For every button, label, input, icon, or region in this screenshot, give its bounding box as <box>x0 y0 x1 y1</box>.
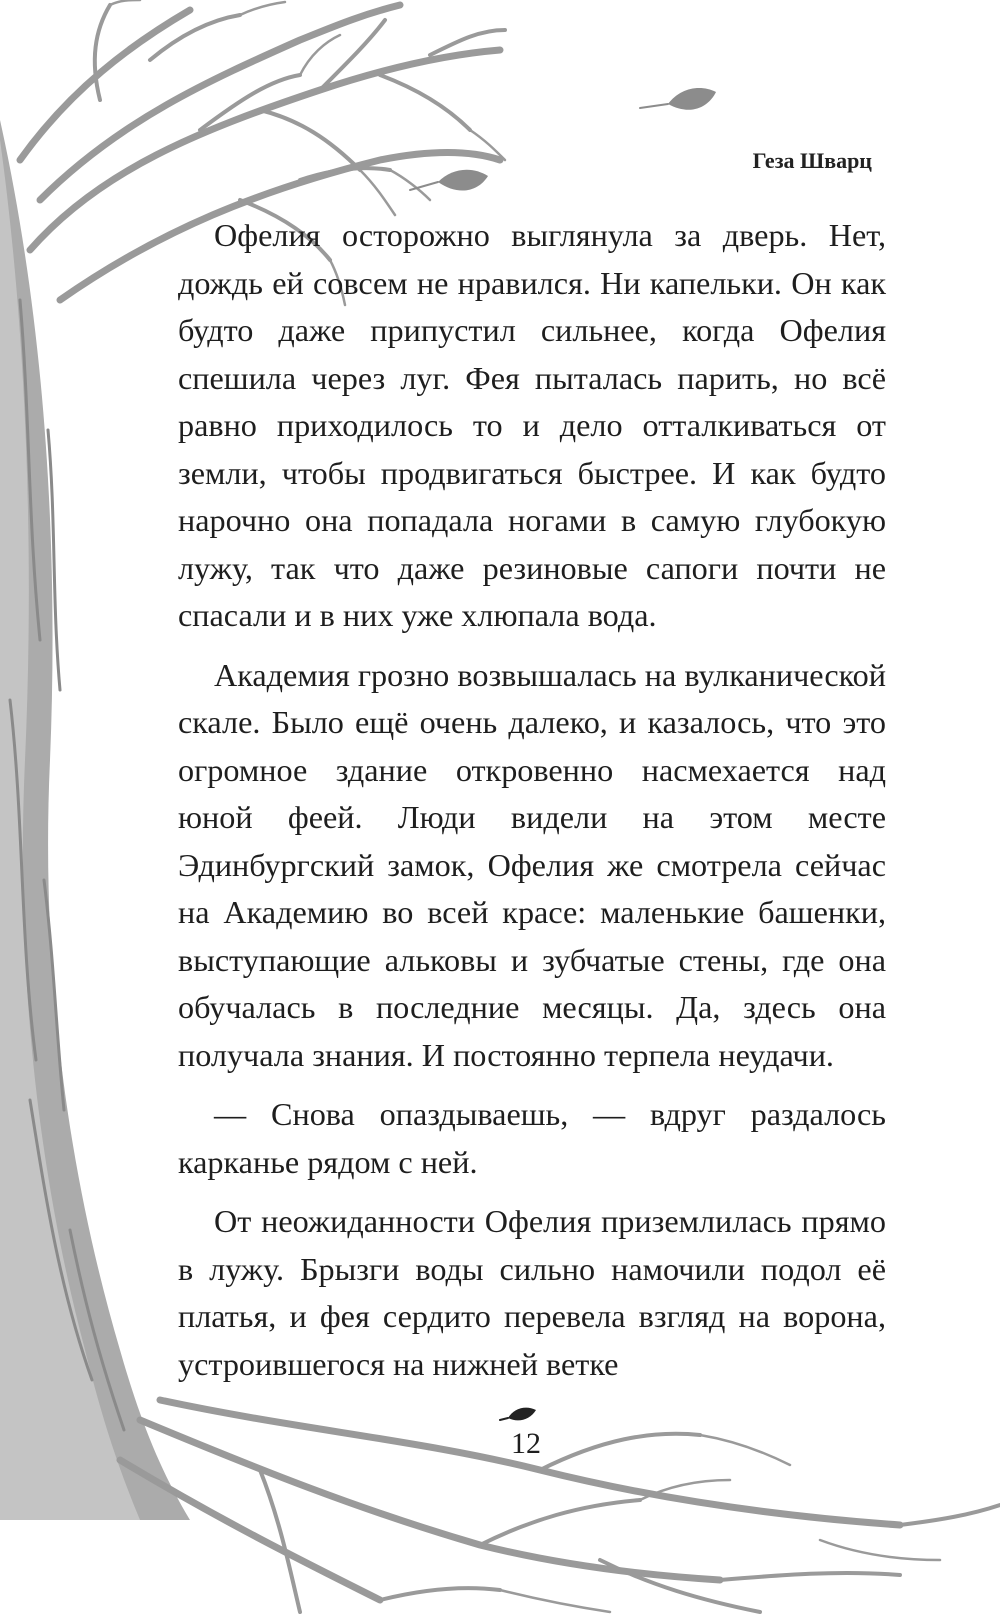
paragraph: — Снова опаздываешь, — вдруг раздалось карканье рядом с ней. <box>178 1096 886 1180</box>
falling-leaf-icon <box>410 170 488 191</box>
page-body <box>178 212 886 1400</box>
page-footer <box>490 1425 562 1461</box>
leaf-ornament-icon <box>500 1408 536 1421</box>
falling-leaf-icon <box>640 88 716 110</box>
paragraph: Академия грозно возвышалась на вулканической скале. Было ещё очень далеко, и казалось, что это огромное здание откровенно насмехается над юной феей. Люди видели на этом месте Эдинбургский замок, Офелия же смотрела сейчас на Академию во всей красе: маленькие башенки, выступающие альковы и зубчатые стены, где она обучалась в последние месяцы. Да, здесь она получала знания. И постоянно терпела неудачи. <box>178 656 886 1073</box>
page-number: 12 <box>511 1427 541 1460</box>
paragraph: От неожиданности Офелия приземлилась прямо в лужу. Брызги воды сильно намочили подол её платья, и фея сердито перевела взгляд на ворона, устроившегося на нижней ветке <box>178 1203 886 1382</box>
running-head: Геза Шварц <box>752 148 872 173</box>
paragraph: Офелия осторожно выглянула за дверь. Нет, дождь ей совсем не нравился. Ни капельки. Он как будто даже припустил сильнее, когда Офелия спешила через луг. Фея пыталась парить, но всё равно приходилось то и дело отталкиваться от земли, чтобы продвигаться быстрее. И как будто нарочно она попадала ногами в самую глубокую лужу, так что даже резиновые сапоги почти не спасали и в них уже хлюпала вода. <box>178 217 886 633</box>
